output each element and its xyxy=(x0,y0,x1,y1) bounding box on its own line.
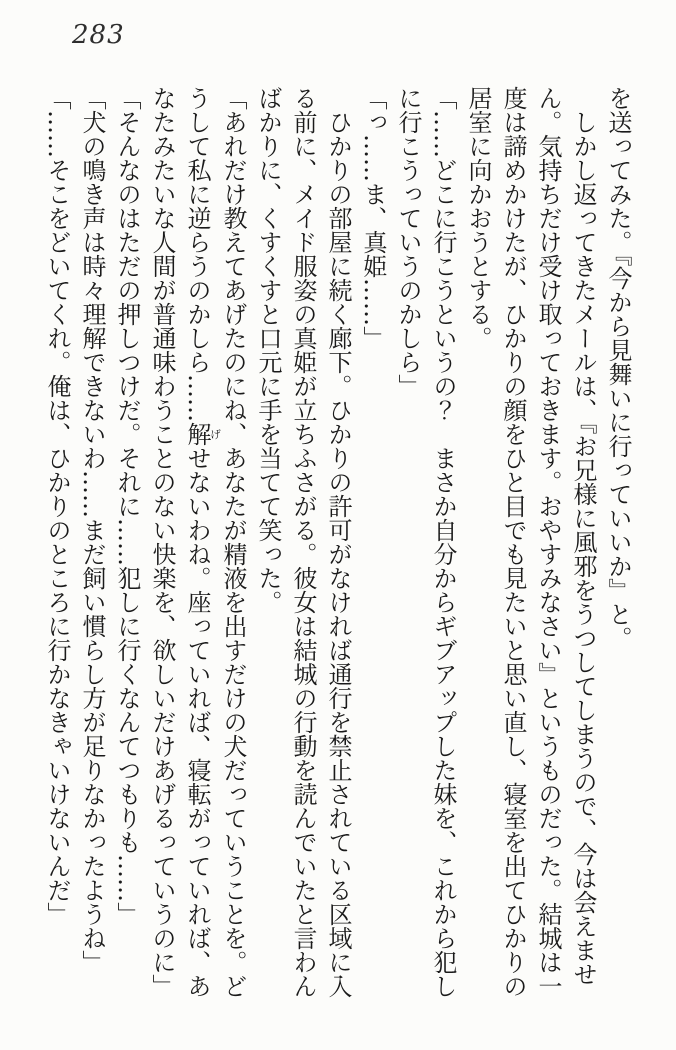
text-paragraph: 「あれだけ教えてあげたのにね、あなたが精液を出すだけの犬だっていうことを。どうして私に逆らうのかしら……解げせないわね。座っていれば、寝転がっていれば、あなたみたいな人間が普通味わうことのない快楽を、欲しいだけあげるっていうのに」 xyxy=(148,86,247,998)
text-paragraph: しかし返ってきたメールは、『お兄様に風邪をうつしてしまうので、今は会えません。気持ちだけ受け取っておきます。おやすみなさい』というものだった。結城は一度は諦めかけたが、ひかりの顔をひと目でも見たいと思い直し、寝室を出てひかりの居室に向かおうとする。 xyxy=(464,86,597,998)
text-area xyxy=(39,86,635,998)
text-paragraph: を送ってみた。『今から見舞いに行っていいか』と。 xyxy=(604,86,632,650)
page-number: 283 xyxy=(72,20,125,50)
text-paragraph: 「……どこに行こうというの？ まさか自分からギブアップした妹を、これから犯しに行こうっていうのかしら」 xyxy=(394,86,457,998)
text-paragraph: 「っ……ま、真姫……」 xyxy=(359,86,387,350)
text-paragraph: 「犬の鳴き声は時々理解できないわ……まだ飼い慣らし方が足りなかったようね」 xyxy=(78,86,106,974)
text-paragraph: 「……そこをどいてくれ。俺は、ひかりのところに行かなきゃいけないんだ」 xyxy=(43,86,71,926)
text-paragraph: ひかりの部屋に続く廊下。ひかりの許可がなければ通行を禁止されている区域に入る前に、メイド服姿の真姫が立ちふさがる。彼女は結城の行動を読んでいたと言わんばかりに、くすくすと口元に手を当てて笑った。 xyxy=(254,86,352,998)
text-paragraph: 「そんなのはただの押しつけだ。それに……犯しに行くなんてつもりも……」 xyxy=(113,86,141,926)
furigana-ruby: 解げ xyxy=(183,422,222,446)
